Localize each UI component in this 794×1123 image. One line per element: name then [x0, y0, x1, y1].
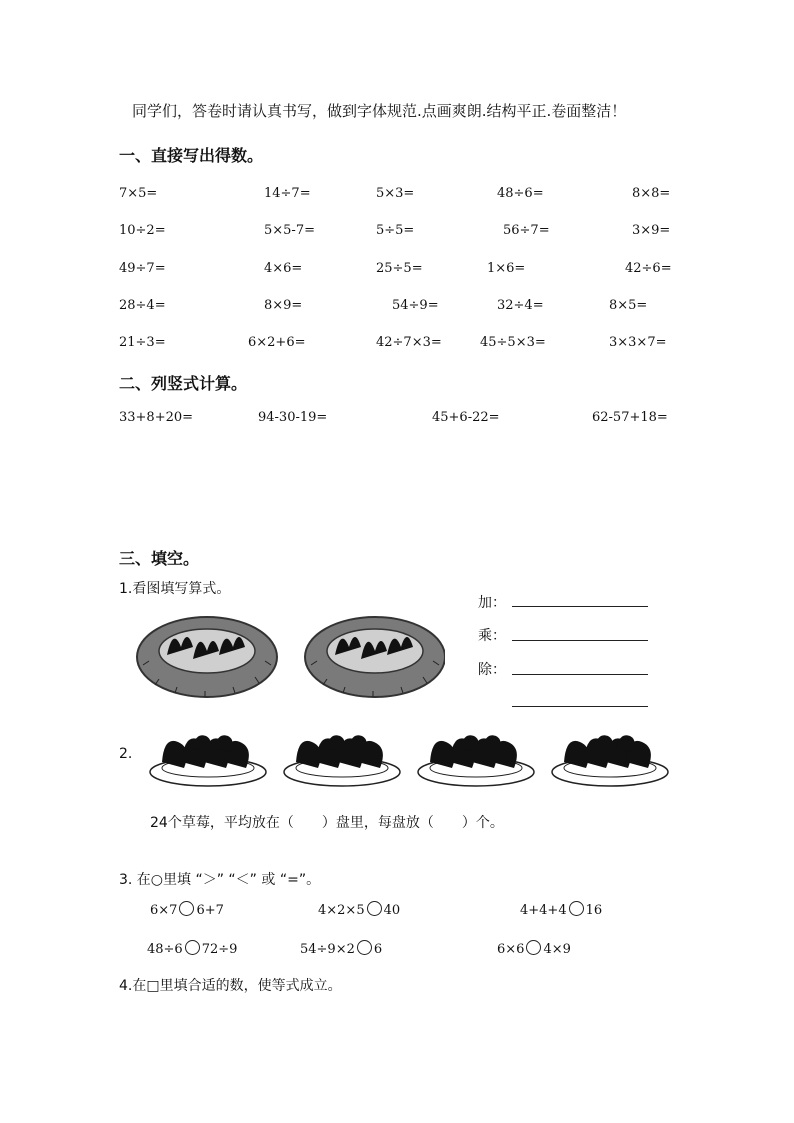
- vertical-calc-3: 45+6-22=: [432, 410, 500, 425]
- oral-calc-item: 10÷2=: [119, 223, 166, 238]
- oral-calc-item: 3×3×7=: [609, 335, 667, 350]
- bird-nest-picture: [135, 605, 445, 705]
- strawberry-plates-picture: [148, 722, 672, 788]
- oral-calc-item: 45÷5×3=: [480, 335, 546, 350]
- compare-item-2: 4×2×5 40: [318, 903, 401, 918]
- multiply-label: 乘：: [478, 628, 506, 644]
- divide-answer-line-2[interactable]: [512, 706, 648, 707]
- oral-calc-item: 21÷3=: [119, 335, 166, 350]
- oral-calc-item: 5÷5=: [376, 223, 415, 238]
- q4-label: 4.在□里填合适的数，使等式成立。: [119, 978, 342, 994]
- vertical-calc-4: 62-57+18=: [592, 410, 668, 425]
- compare-circle[interactable]: [179, 901, 194, 916]
- oral-calc-item: 8×5=: [609, 298, 648, 313]
- oral-calc-item: 1×6=: [487, 261, 526, 276]
- divide-answer-line[interactable]: [512, 674, 648, 675]
- q3-label: 3. 在○里填 “＞” “＜” 或 “=”。: [119, 872, 321, 888]
- oral-calc-item: 25÷5=: [376, 261, 423, 276]
- oral-calc-item: 5×3=: [376, 186, 415, 201]
- nest-2: [305, 617, 445, 697]
- oral-calc-item: 54÷9=: [392, 298, 439, 313]
- multiply-answer-line[interactable]: [512, 640, 648, 641]
- nest-1: [137, 617, 277, 697]
- add-label: 加：: [478, 595, 506, 611]
- compare-circle[interactable]: [185, 940, 200, 955]
- compare-circle[interactable]: [569, 901, 584, 916]
- section2-title: 二、列竖式计算。: [119, 374, 248, 393]
- oral-calc-item: 42÷6=: [625, 261, 672, 276]
- compare-circle[interactable]: [526, 940, 541, 955]
- compare-item-6: 6×6 4×9: [497, 942, 571, 957]
- oral-calc-item: 14÷7=: [264, 186, 311, 201]
- oral-calc-item: 32÷4=: [497, 298, 544, 313]
- compare-circle[interactable]: [367, 901, 382, 916]
- q1-label: 1.看图填写算式。: [119, 581, 231, 597]
- vertical-calc-2: 94-30-19=: [258, 410, 328, 425]
- q2-text: 24个草莓，平均放在（ ）盘里，每盘放（ ）个。: [150, 815, 504, 831]
- oral-calc-item: 28÷4=: [119, 298, 166, 313]
- vertical-calc-1: 33+8+20=: [119, 410, 194, 425]
- oral-calc-item: 48÷6=: [497, 186, 544, 201]
- compare-item-4: 48÷6 72÷9: [147, 942, 238, 957]
- section1-title: 一、直接写出得数。: [119, 146, 264, 165]
- oral-calc-item: 42÷7×3=: [376, 335, 442, 350]
- oral-calc-item: 3×9=: [632, 223, 671, 238]
- compare-circle[interactable]: [357, 940, 372, 955]
- oral-calc-item: 7×5=: [119, 186, 158, 201]
- oral-calc-item: 6×2+6=: [248, 335, 306, 350]
- oral-calc-item: 8×9=: [264, 298, 303, 313]
- oral-calc-item: 8×8=: [632, 186, 671, 201]
- add-answer-line[interactable]: [512, 606, 648, 607]
- divide-label: 除：: [478, 662, 506, 678]
- q2-label: 2.: [119, 746, 133, 762]
- compare-item-1: 6×7 6+7: [150, 903, 224, 918]
- oral-calc-item: 49÷7=: [119, 261, 166, 276]
- oral-calc-item: 56÷7=: [503, 223, 550, 238]
- intro-text: 同学们，答卷时请认真书写，做到字体规范.点画爽朗.结构平正.卷面整洁！: [132, 102, 627, 120]
- oral-calc-item: 4×6=: [264, 261, 303, 276]
- oral-calc-item: 5×5-7=: [264, 223, 315, 238]
- section3-title: 三、填空。: [119, 549, 200, 568]
- compare-item-5: 54÷9×2 6: [300, 942, 383, 957]
- compare-item-3: 4+4+4 16: [520, 903, 603, 918]
